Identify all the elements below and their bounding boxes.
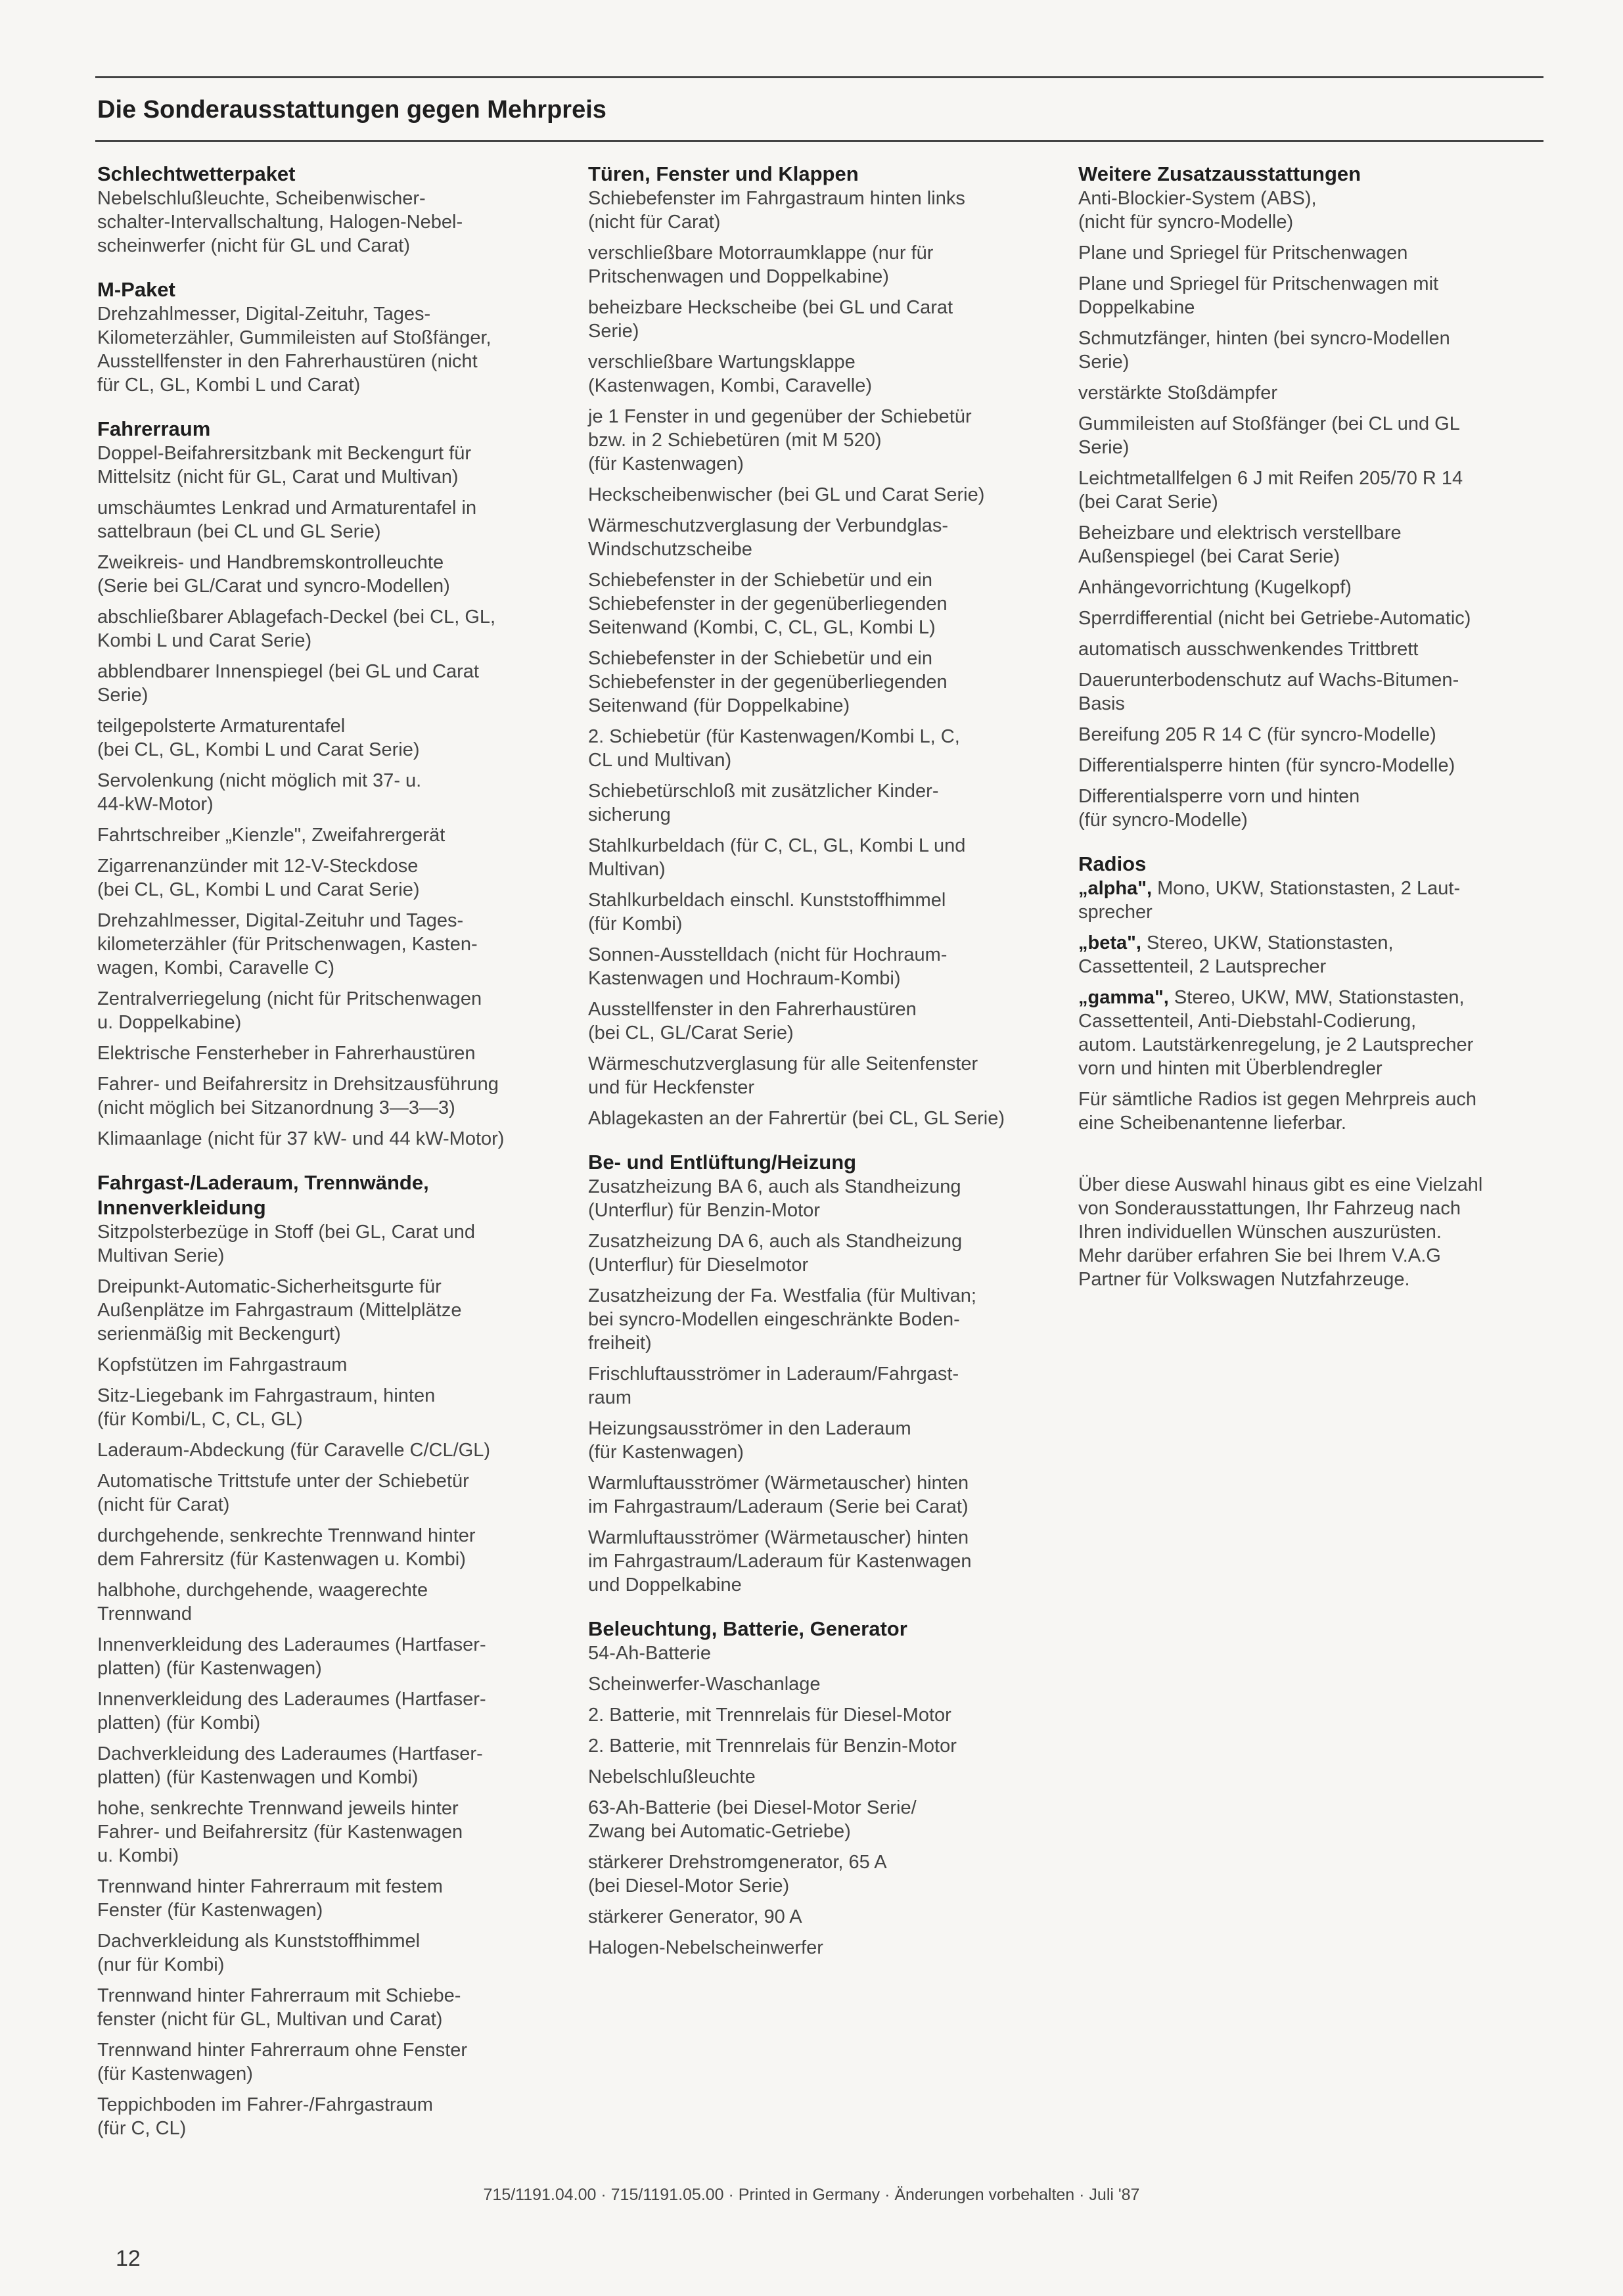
section-title: Türen, Fenster und Klappen	[588, 162, 859, 185]
list-item: Nebelschlußleuchte	[588, 1766, 756, 1787]
list-item: Wärmeschutzverglasung für alle Seitenfenster und für Heckfenster	[588, 1053, 978, 1098]
list-item: Anti-Blockier-System (ABS), (nicht für syncro-Modelle)	[1078, 188, 1317, 233]
radio-item	[1078, 986, 1551, 1080]
section-title: Beleuchtung, Batterie, Generator	[588, 1617, 907, 1640]
section-title: Radios	[1078, 852, 1147, 875]
radio-item	[1078, 931, 1551, 978]
section-title: Weitere Zusatzausstattungen	[1078, 162, 1361, 185]
list-item: Sitzpolsterbezüge in Stoff (bei GL, Carat und Multivan Serie)	[97, 1222, 475, 1266]
item-list	[588, 187, 1061, 1130]
list-item: Differentialsperre hinten (für syncro-Modelle)	[1078, 755, 1455, 776]
closing-paragraph: Über diese Auswahl hinaus gibt es eine Vielzahl von Sonderausstattungen, Ihr Fahrzeug nach Ihren individuellen Wünschen auszurüsten. Mehr darüber erfahren Sie bei Ihrem V.A.G Partner für Volkswagen Nutzfahrzeuge.	[1078, 1174, 1483, 1290]
list-item: Doppel-Beifahrersitzbank mit Beckengurt für Mittelsitz (nicht für GL, Carat und Multivan)	[97, 443, 471, 488]
section-m-paket	[97, 277, 570, 397]
radio-description: Stereo, UKW, Stationstasten, Cassettenteil, 2 Lautsprecher	[1078, 932, 1394, 977]
list-item: Stahlkurbeldach einschl. Kunststoffhimmel (für Kombi)	[588, 890, 946, 934]
list-item: Heckscheibenwischer (bei GL und Carat Serie)	[588, 484, 985, 505]
list-item: Anhängevorrichtung (Kugelkopf)	[1078, 577, 1352, 598]
list-item: Leichtmetallfelgen 6 J mit Reifen 205/70 R 14 (bei Carat Serie)	[1078, 468, 1463, 513]
list-item: stärkerer Generator, 90 A	[588, 1906, 802, 1927]
list-item: verschließbare Wartungsklappe (Kastenwagen, Kombi, Caravelle)	[588, 352, 872, 396]
list-item: verstärkte Stoßdämpfer	[1078, 382, 1277, 403]
list-item: Schiebefenster in der Schiebetür und ein Schiebefenster in der gegenüberliegenden Seitenwand (für Doppelkabine)	[588, 648, 948, 716]
list-item: umschäumtes Lenkrad und Armaturentafel in sattelbraun (bei CL und GL Serie)	[97, 497, 477, 542]
list-item: Wärmeschutzverglasung der Verbundglas- Windschutzscheibe	[588, 515, 949, 560]
list-item: Plane und Spriegel für Pritschenwagen	[1078, 242, 1408, 264]
list-item: Dauerunterbodenschutz auf Wachs-Bitumen- Basis	[1078, 670, 1459, 714]
section-title: Fahrgast-/Laderaum, Trennwände, Innenverkleidung	[97, 1171, 429, 1219]
radios-note: Für sämtliche Radios ist gegen Mehrpreis auch eine Scheibenantenne lieferbar.	[1078, 1089, 1477, 1134]
list-item: je 1 Fenster in und gegenüber der Schiebetür bzw. in 2 Schiebetüren (mit M 520) (für Kastenwagen)	[588, 406, 972, 474]
list-item: automatisch ausschwenkendes Trittbrett	[1078, 639, 1419, 660]
list-item: Stahlkurbeldach (für C, CL, GL, Kombi L und Multivan)	[588, 835, 966, 880]
list-item: Fahrer- und Beifahrersitz in Drehsitzausführung (nicht möglich bei Sitzanordnung 3—3—3)	[97, 1074, 499, 1118]
radio-model-name: „beta",	[1078, 932, 1141, 953]
list-item: Ausstellfenster in den Fahrerhaustüren (bei CL, GL/Carat Serie)	[588, 999, 917, 1044]
list-item: Klimaanlage (nicht für 37 kW- und 44 kW-Motor)	[97, 1128, 505, 1149]
section-title: Schlechtwetterpaket	[97, 162, 296, 185]
list-item: Frischluftausströmer in Laderaum/Fahrgast- raum	[588, 1364, 959, 1408]
section-fahrerraum	[97, 417, 570, 1151]
list-item: Zweikreis- und Handbremskontrolleuchte (Serie bei GL/Carat und syncro-Modellen)	[97, 552, 450, 597]
list-item: Drehzahlmesser, Digital-Zeituhr und Tages- kilometerzähler (für Pritschenwagen, Kasten- wagen, Kombi, Caravelle C)	[97, 910, 478, 978]
section-tueren-fenster-klappen	[588, 162, 1061, 1130]
top-rule	[95, 76, 1543, 78]
radio-description: Mono, UKW, Stationstasten, 2 Laut- sprecher	[1078, 878, 1461, 923]
section-title: M-Paket	[97, 278, 175, 301]
list-item: 63-Ah-Batterie (bei Diesel-Motor Serie/ Zwang bei Automatic-Getriebe)	[588, 1797, 917, 1842]
list-item: hohe, senkrechte Trennwand jeweils hinter Fahrer- und Beifahrersitz (für Kastenwagen u. Kombi)	[97, 1798, 463, 1866]
section-title: Be- und Entlüftung/Heizung	[588, 1151, 857, 1174]
radio-item	[1078, 877, 1551, 924]
list-item: Ablagekasten an der Fahrertür (bei CL, GL Serie)	[588, 1108, 1005, 1129]
list-item: Zentralverriegelung (nicht für Pritschenwagen u. Doppelkabine)	[97, 988, 482, 1033]
list-item: Zigarrenanzünder mit 12-V-Steckdose (bei CL, GL, Kombi L und Carat Serie)	[97, 856, 420, 900]
list-item: Zusatzheizung DA 6, auch als Standheizung (Unterflur) für Dieselmotor	[588, 1231, 963, 1275]
list-item: Dachverkleidung als Kunststoffhimmel (nur für Kombi)	[97, 1931, 421, 1975]
radio-model-name: „alpha",	[1078, 878, 1153, 899]
list-item: Dreipunkt-Automatic-Sicherheitsgurte für Außenplätze im Fahrgastraum (Mittelplätze serienmäßig mit Beckengurt)	[97, 1276, 462, 1344]
list-item: durchgehende, senkrechte Trennwand hinter dem Fahrersitz (für Kastenwagen u. Kombi)	[97, 1525, 476, 1570]
page-number: 12	[116, 2246, 141, 2271]
list-item: beheizbare Heckscheibe (bei GL und Carat Serie)	[588, 297, 953, 342]
list-item: Schiebefenster in der Schiebetür und ein Schiebefenster in der gegenüberliegenden Seitenwand (Kombi, C, CL, GL, Kombi L)	[588, 570, 948, 638]
list-item: Innenverkleidung des Laderaumes (Hartfaser- platten) (für Kombi)	[97, 1689, 486, 1733]
page-title: Die Sonderausstattungen gegen Mehrpreis	[97, 96, 606, 124]
list-item: Dachverkleidung des Laderaumes (Hartfaser- platten) (für Kastenwagen und Kombi)	[97, 1743, 483, 1788]
list-item: 2. Schiebetür (für Kastenwagen/Kombi L, C, CL und Multivan)	[588, 726, 960, 771]
list-item: Elektrische Fensterheber in Fahrerhaustüren	[97, 1043, 476, 1064]
list-item: Trennwand hinter Fahrerraum mit Schiebe- fenster (nicht für GL, Multivan und Carat)	[97, 1985, 461, 2030]
radio-list	[1078, 877, 1551, 1080]
list-item: Zusatzheizung der Fa. Westfalia (für Multivan; bei syncro-Modellen eingeschränkte Boden- freiheit)	[588, 1285, 976, 1354]
list-item: Kopfstützen im Fahrgastraum	[97, 1354, 348, 1375]
list-item: Differentialsperre vorn und hinten (für syncro-Modelle)	[1078, 786, 1360, 831]
list-item: Schmutzfänger, hinten (bei syncro-Modellen Serie)	[1078, 328, 1450, 373]
list-item: 2. Batterie, mit Trennrelais für Benzin-Motor	[588, 1735, 957, 1756]
list-item: Scheinwerfer-Waschanlage	[588, 1674, 821, 1695]
item-list	[588, 1642, 1061, 1960]
list-item: Laderaum-Abdeckung (für Caravelle C/CL/GL)	[97, 1440, 490, 1461]
list-item: Schiebefenster im Fahrgastraum hinten links (nicht für Carat)	[588, 188, 965, 233]
list-item: Innenverkleidung des Laderaumes (Hartfaser- platten) (für Kastenwagen)	[97, 1634, 486, 1679]
list-item: verschließbare Motorraumklappe (nur für Pritschenwagen und Doppelkabine)	[588, 242, 934, 287]
list-item: Trennwand hinter Fahrerraum ohne Fenster (für Kastenwagen)	[97, 2040, 468, 2084]
list-item: Heizungsausströmer in den Laderaum (für Kastenwagen)	[588, 1418, 911, 1463]
radio-description: Stereo, UKW, MW, Stationstasten, Cassettenteil, Anti-Diebstahl-Codierung, autom. Lautstärkenregelung, je 2 Lautsprecher vorn und hinten mit Überblendregler	[1078, 987, 1474, 1079]
list-item: Halogen-Nebelscheinwerfer	[588, 1937, 823, 1958]
section-radios	[1078, 852, 1551, 1135]
list-item: Bereifung 205 R 14 C (für syncro-Modelle)	[1078, 724, 1436, 745]
list-item: Trennwand hinter Fahrerraum mit festem Fenster (für Kastenwagen)	[97, 1876, 443, 1921]
list-item: Sperrdifferential (nicht bei Getriebe-Automatic)	[1078, 608, 1471, 629]
item-list	[588, 1175, 1061, 1597]
list-item: Sonnen-Ausstelldach (nicht für Hochraum- Kastenwagen und Hochraum-Kombi)	[588, 944, 948, 989]
list-item: abblendbarer Innenspiegel (bei GL und Carat Serie)	[97, 661, 479, 706]
section-text: Drehzahlmesser, Digital-Zeituhr, Tages- Kilometerzähler, Gummileisten auf Stoßfänger, Ausstellfenster in den Fahrerhaustüren (nicht für CL, GL, Kombi L und Carat)	[97, 304, 491, 396]
list-item: Gummileisten auf Stoßfänger (bei CL und GL Serie)	[1078, 413, 1460, 458]
list-item: abschließbarer Ablagefach-Deckel (bei CL, GL, Kombi L und Carat Serie)	[97, 607, 496, 651]
section-beleuchtung	[588, 1617, 1061, 1960]
title-rule	[95, 140, 1543, 142]
radio-model-name: „gamma",	[1078, 987, 1169, 1008]
list-item: Warmluftausströmer (Wärmetauscher) hinten im Fahrgastraum/Laderaum (Serie bei Carat)	[588, 1473, 969, 1517]
column-3	[1078, 162, 1551, 1291]
list-item: Beheizbare und elektrisch verstellbare Außenspiegel (bei Carat Serie)	[1078, 522, 1402, 567]
list-item: Teppichboden im Fahrer-/Fahrgastraum (für C, CL)	[97, 2094, 433, 2139]
list-item: Sitz-Liegebank im Fahrgastraum, hinten (für Kombi/L, C, CL, GL)	[97, 1385, 436, 1430]
list-item: 54-Ah-Batterie	[588, 1643, 711, 1664]
list-item: halbhohe, durchgehende, waagerechte Trennwand	[97, 1580, 428, 1624]
footer-print-info: 715/1191.04.00 · 715/1191.05.00 · Printed in Germany · Änderungen vorbehalten · Juli '87	[483, 2186, 1140, 2204]
section-fahrgastraum	[97, 1170, 570, 2140]
item-list	[97, 1220, 570, 2140]
section-heizung	[588, 1150, 1061, 1597]
item-list	[1078, 187, 1551, 832]
list-item: Warmluftausströmer (Wärmetauscher) hinten im Fahrgastraum/Laderaum für Kastenwagen und Doppelkabine	[588, 1527, 972, 1596]
section-schlechtwetterpaket	[97, 162, 570, 258]
list-item: Fahrtschreiber „Kienzle", Zweifahrergerät	[97, 825, 446, 846]
section-text: Nebelschlußleuchte, Scheibenwischer- schalter-Intervallschaltung, Halogen-Nebel- scheinwerfer (nicht für GL und Carat)	[97, 188, 463, 256]
list-item: Servolenkung (nicht möglich mit 37- u. 44-kW-Motor)	[97, 770, 422, 815]
list-item: 2. Batterie, mit Trennrelais für Diesel-Motor	[588, 1705, 951, 1726]
list-item: Plane und Spriegel für Pritschenwagen mit Doppelkabine	[1078, 273, 1439, 318]
section-title: Fahrerraum	[97, 417, 211, 440]
list-item: teilgepolsterte Armaturentafel (bei CL, GL, Kombi L und Carat Serie)	[97, 716, 420, 760]
list-item: Schiebetürschloß mit zusätzlicher Kinder- sicherung	[588, 781, 939, 825]
list-item: stärkerer Drehstromgenerator, 65 A (bei Diesel-Motor Serie)	[588, 1852, 887, 1896]
column-2	[588, 162, 1061, 1979]
item-list	[97, 442, 570, 1151]
section-weitere-zusatzausstattungen	[1078, 162, 1551, 832]
list-item: Zusatzheizung BA 6, auch als Standheizung (Unterflur) für Benzin-Motor	[588, 1176, 961, 1221]
column-1	[97, 162, 570, 2160]
list-item: Automatische Trittstufe unter der Schiebetür (nicht für Carat)	[97, 1471, 469, 1515]
